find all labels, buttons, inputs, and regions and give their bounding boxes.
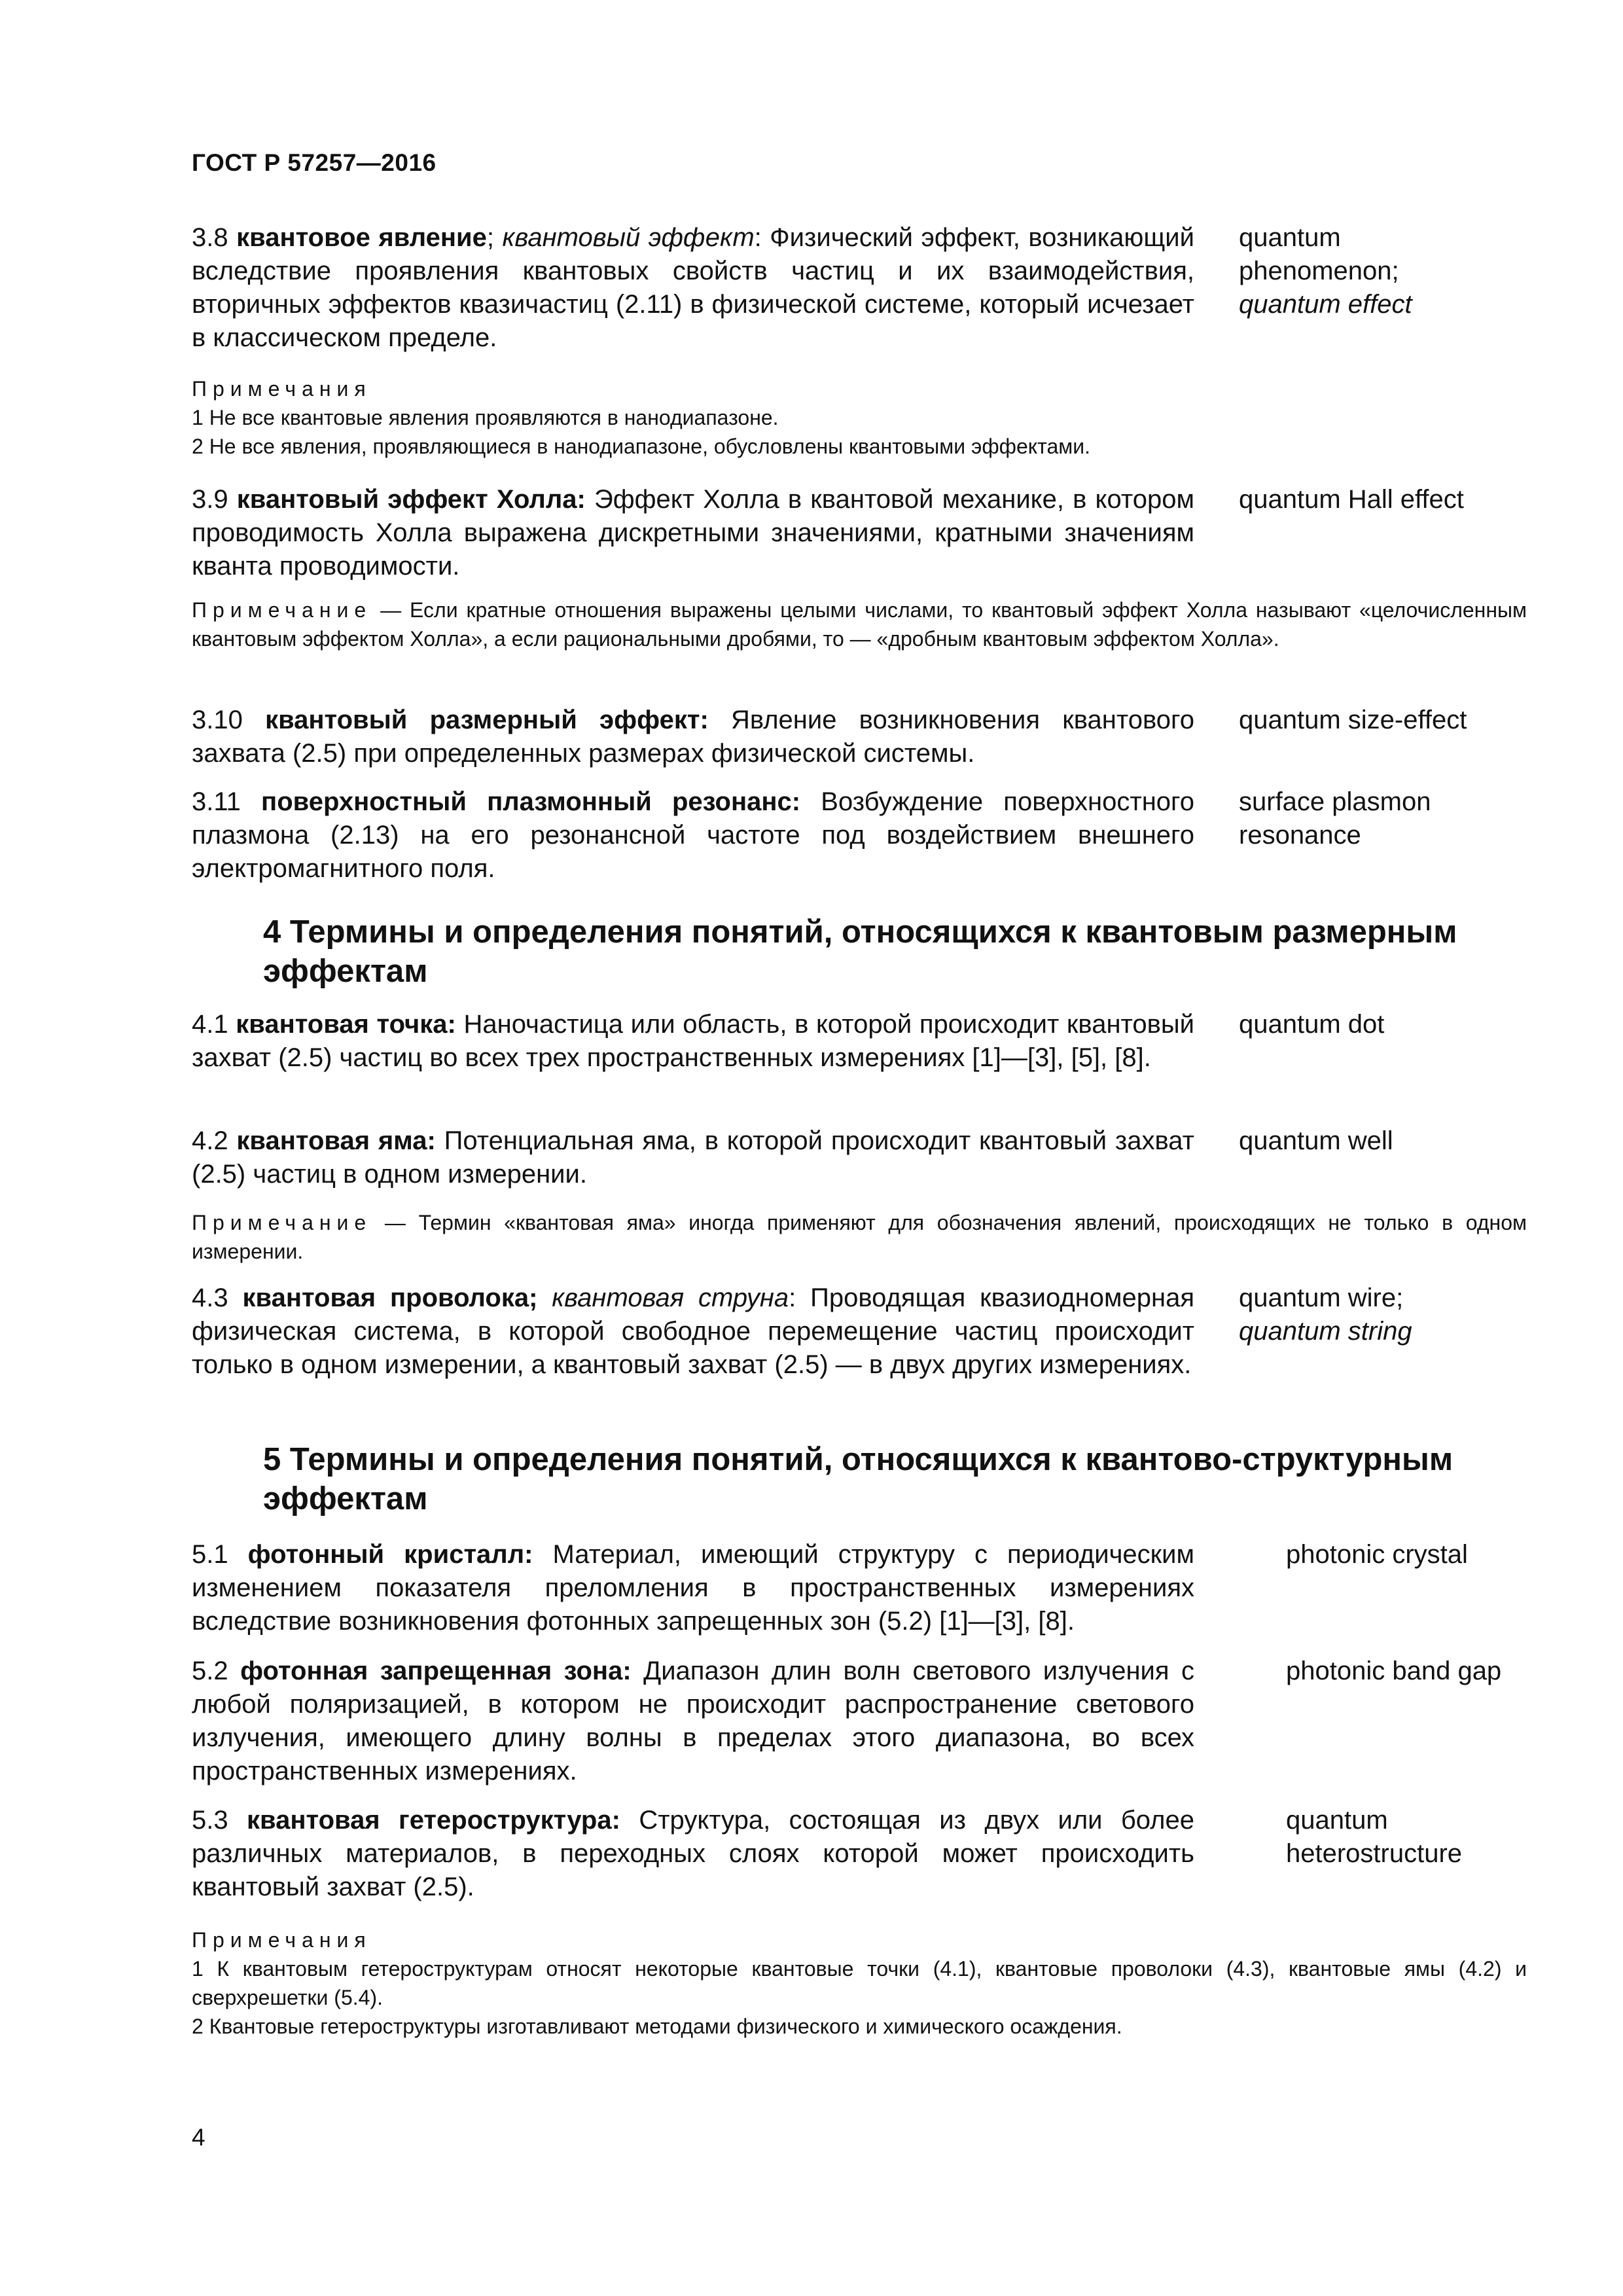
term-title: квантовый эффект Холла: xyxy=(236,485,586,514)
term-4-3: 4.3 квантовая проволока; квантовая струна: Проводящая квазиодномерная физическая система, в которой свободное перемещение частиц происходит только в одном измерении, а квантовый захват (2.5) — в двух других измерениях. quantum wire; quantum string xyxy=(192,1282,1527,1382)
section-5-heading: 5 Термины и определения понятий, относящихся к квантово-структурным эффектам xyxy=(263,1442,1454,1516)
standard-header: ГОСТ Р 57257—2016 xyxy=(192,149,437,176)
term-title: квантовый размерный эффект: xyxy=(265,706,709,734)
term-definition: Диапазон длин волн светового излучения с любой поляризацией, в котором не происходит распространение светового излучения, имеющего длину волны в пределах этого диапазона, во всех пространственных измерениях. xyxy=(192,1657,1194,1785)
english-equivalent: quantum well xyxy=(1239,1126,1393,1155)
english-equivalent: photonic crystal xyxy=(1286,1540,1468,1569)
english-equivalent: photonic band gap xyxy=(1286,1657,1502,1685)
term-title: квантовое явление xyxy=(236,223,487,252)
term-5-1: 5.1 фотонный кристалл: Материал, имеющий структуру с периодическим изменением показателя преломления в пространственных измерениях вследствие возникновения фотонных запрещенных зон (5.2) [1]—[3], [8]. photonic crystal xyxy=(192,1538,1527,1638)
english-equivalent: quantum size-effect xyxy=(1239,706,1467,734)
english-equivalent: quantum dot xyxy=(1239,1010,1385,1039)
english-equivalent: quantum phenomenon; quantum effect xyxy=(1239,223,1412,319)
term-3-8: 3.8 квантовое явление; квантовый эффект: Физический эффект, возникающий вследствие проявления квантовых свойств частиц и их взаимодействия, вторичных эффектов квазичастиц (2.11) в физической системе, который исчезает в классическом пределе. quantum phenomenon; quantum effect xyxy=(192,221,1527,355)
term-title: фотонный кристалл: xyxy=(247,1540,533,1569)
term-title: квантовая гетероструктура: xyxy=(247,1806,620,1835)
english-equivalent: quantum heterostructure xyxy=(1286,1806,1463,1868)
term-definition: Явление возникновения квантового захвата (2.5) при определенных размерах физической системы. xyxy=(192,706,1194,768)
term-3-11: 3.11 поверхностный плазмонный резонанс: Возбуждение поверхностного плазмона (2.13) на его резонансной частоте под воздействием внешнего электромагнитного поля. surface plasmon resonance xyxy=(192,785,1527,886)
term-definition: Структура, состоящая из двух или более различных материалов, в переходных слоях которой может происходить квантовый захват (2.5). xyxy=(192,1806,1194,1901)
term-title: квантовая яма: xyxy=(236,1126,436,1155)
term-3-9: 3.9 квантовый эффект Холла: Эффект Холла в квантовой механике, в котором проводимость Холла выражена дискретными значениями, кратными значениям кванта проводимости. quantum Hall effect xyxy=(192,483,1527,583)
term-5-2: 5.2 фотонная запрещенная зона: Диапазон длин волн светового излучения с любой поляризацией, в котором не происходит распространение светового излучения, имеющего длину волны в пределах этого диапазона, во всех пространственных измерениях. photonic band gap xyxy=(192,1655,1527,1788)
term-title: квантовая точка: xyxy=(236,1010,456,1039)
term-definition: Возбуждение поверхностного плазмона (2.13) на его резонансной частоте под воздействием внешнего электромагнитного поля. xyxy=(192,787,1194,883)
english-equivalent: quantum Hall effect xyxy=(1239,485,1464,514)
term-3-10: 3.10 квантовый размерный эффект: Явление возникновения квантового захвата (2.5) при определенных размерах физической системы. quantum size-effect xyxy=(192,704,1527,770)
term-4-2: 4.2 квантовая яма: Потенциальная яма, в которой происходит квантовый захват (2.5) частиц в одном измерении. quantum well xyxy=(192,1124,1527,1191)
term-definition: Физический эффект, возникающий вследствие проявления квантовых свойств частиц и их взаимодействия, вторичных эффектов квазичастиц (2.11) в физической системе, который исчезает в классическом пределе. xyxy=(192,223,1194,352)
term-definition: Наночастица или область, в которой происходит квантовый захват (2.5) частиц во всех трех пространственных измерениях [1]—[3], [5], [8]. xyxy=(192,1010,1194,1072)
term-definition: Эффект Холла в квантовой механике, в котором проводимость Холла выражена дискретными значениями, кратными значениям кванта проводимости. xyxy=(192,485,1194,581)
note-5-3: Примечания 1 К квантовым гетероструктурам относят некоторые квантовые точки (4.1), квантовые проволоки (4.3), квантовые ямы (4.2) и сверхрешетки (5.4). 2 Квантовые гетероструктуры изготавливают методами физического и химического осаждения. xyxy=(192,1928,1527,2038)
term-title: квантовая проволока; xyxy=(242,1283,538,1312)
note-4-2: Примечание — Термин «квантовая яма» иногда применяют для обозначения явлений, происходящих не только в одном измерении. xyxy=(192,1211,1527,1263)
term-synonym: квантовая струна xyxy=(552,1283,789,1312)
note-3-8: Примечания 1 Не все квантовые явления проявляются в нанодиапазоне. 2 Не все явления, проявляющиеся в нанодиапазоне, обусловлены квантовыми эффектами. xyxy=(192,377,1091,458)
term-title: поверхностный плазмонный резонанс: xyxy=(261,787,801,816)
note-3-9: Примечание — Если кратные отношения выражены целыми числами, то квантовый эффект Холла называют «целочисленным квантовым эффектом Холла», а если рациональными дробями, то — «дробным квантовым эффектом Холла». xyxy=(192,598,1527,651)
term-4-1: 4.1 квантовая точка: Наночастица или область, в которой происходит квантовый захват (2.5) частиц во всех трех пространственных измерениях [1]—[3], [5], [8]. quantum dot xyxy=(192,1008,1527,1075)
term-title: фотонная запрещенная зона: xyxy=(240,1657,632,1685)
term-synonym: квантовый эффект xyxy=(502,223,755,252)
term-definition: Материал, имеющий структуру с периодическим изменением показателя преломления в пространственных измерениях вследствие возникновения фотонных запрещенных зон (5.2) [1]—[3], [8]. xyxy=(192,1540,1195,1636)
page-number: 4 xyxy=(192,2124,205,2151)
english-equivalent: surface plasmon resonance xyxy=(1239,787,1431,850)
term-5-3: 5.3 квантовая гетероструктура: Структура, состоящая из двух или более различных материалов, в переходных слоях которой может происходить квантовый захват (2.5). quantum heterostructure xyxy=(192,1804,1527,1904)
section-4-heading: 4 Термины и определения понятий, относящихся к квантовым размерным эффектам xyxy=(263,914,1457,989)
term-definition: Проводящая квазиодномерная физическая система, в которой свободное перемещение частиц происходит только в одном измерении, а квантовый захват (2.5) — в двух других измерениях. xyxy=(192,1283,1194,1379)
term-definition: Потенциальная яма, в которой происходит квантовый захват (2.5) частиц в одном измерении. xyxy=(192,1126,1194,1189)
english-equivalent: quantum wire; quantum string xyxy=(1239,1283,1412,1346)
